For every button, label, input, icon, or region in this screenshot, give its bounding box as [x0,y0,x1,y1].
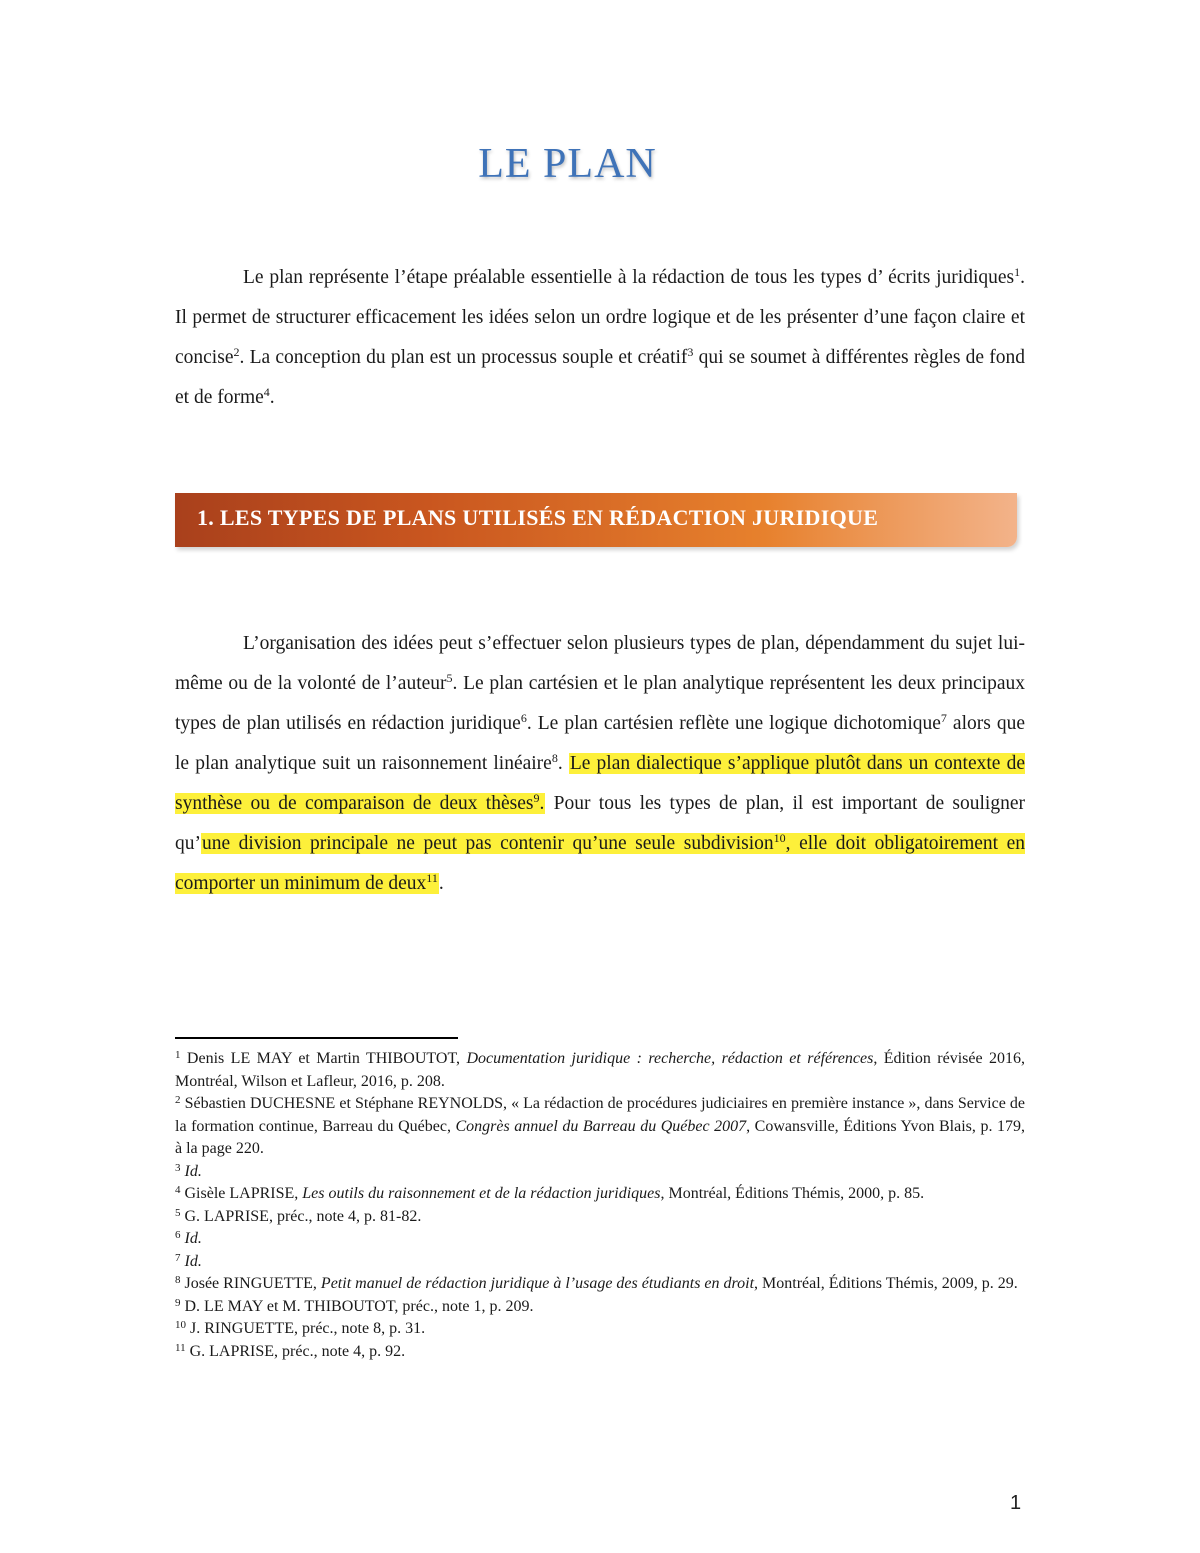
footnote-ref[interactable]: 1 [1014,265,1021,279]
body-text: alors que le plan analytique suit un raisonnement linéaire [175,713,1026,774]
body-text: . [557,753,569,774]
footnote-item [175,1161,1025,1184]
body-paragraph [175,624,1025,904]
footnote-ref[interactable]: 6 [520,711,527,725]
intro-text: . Il permet de structurer efficacement les idées selon un ordre logique et de les présenter d’une façon claire et concise [175,267,1025,368]
body-text: . Le plan cartésien et le plan analytique représentent les deux principaux types de plan utilisés en rédaction juridique [175,673,1025,734]
intro-paragraph [175,258,1025,418]
footnote-ref[interactable]: 3 [687,345,694,359]
highlighted-text-content: . [539,793,545,814]
footnote-text: , Cowansville, Éditions Yvon Blais, p. 179, à la page 220. [175,1117,1025,1157]
footnote-ref[interactable]: 4 [263,385,270,399]
footnote-number: 3 [175,1161,181,1174]
footnote-number: 5 [175,1206,181,1219]
footnote-text: Sébastien DUCHESNE et Stéphane REYNOLDS, « La rédaction de procédures judiciaires en première instance », dans Service de la formation continue, Barreau du Québec, [175,1095,1025,1135]
footnote-item [175,1251,1025,1274]
footnote-number: 1 [175,1049,181,1061]
page-number: 1 [1010,1492,1022,1514]
footnote-text: G. LAPRISE, préc., note 4, p. 81-82. [180,1207,422,1225]
footnote-text: , Édition révisée 2016, Montréal, Wilson et Lafleur, 2016, p. 208. [175,1050,1026,1090]
footnote-ref[interactable]: 10 [773,831,786,845]
footnote-text: Gisèle LAPRISE, [180,1185,303,1202]
footnote-text: , Montréal, Éditions Thémis, 2000, p. 85. [660,1185,925,1202]
footnote-text: J. RINGUETTE, préc., note 8, p. 31. [186,1320,426,1337]
footnote-ref[interactable]: 8 [551,751,558,765]
footnote-number: 4 [175,1184,181,1196]
intro-text: . [269,387,275,408]
footnote-number: 11 [175,1341,186,1354]
footnote-number: 7 [175,1251,181,1264]
footnote-item [175,1341,1025,1364]
intro-text: . La conception du plan est un processus souple et créatif [239,347,688,368]
footnote-text: D. LE MAY et M. THIBOUTOT, préc., note 1, p. 209. [180,1297,534,1315]
body-text: L’organisation des idées peut s’effectuer selon plusieurs types de plan, dépendamment du sujet lui-même ou de la volonté de l’auteur [175,633,1025,694]
footnote-ref[interactable]: 5 [446,671,453,685]
footnote-item [175,1048,1025,1093]
highlighted-text-content: une division principale ne peut pas contenir qu’une seule subdivision [202,833,774,854]
footnote-title: Les outils du raisonnement et de la rédaction juridiques [302,1185,661,1202]
highlighted-text [175,833,1025,894]
body-text: . [438,873,444,894]
footnote-item [175,1093,1025,1161]
footnote-ref[interactable]: 2 [233,345,240,359]
footnote-list [175,1048,1025,1363]
footnote-number: 6 [175,1229,181,1241]
footnote-text: Denis LE MAY et Martin THIBOUTOT, [180,1050,467,1067]
footnote-item [175,1318,1025,1341]
highlighted-text-content: Le plan dialectique s’applique plutôt dans un contexte de synthèse ou de comparaison de deux thèses [175,753,1025,814]
page-title: LE PLAN [478,141,657,187]
footnote-number: 10 [175,1319,186,1331]
footnote-number: 8 [175,1274,181,1286]
intro-text: qui se soumet à différentes règles de fond et de forme [175,347,1025,408]
footnote-title: Id. [184,1162,202,1180]
footnote-item [175,1206,1025,1229]
footnote-text: G. LAPRISE, préc., note 4, p. 92. [185,1342,406,1360]
section-heading-banner [175,493,1017,547]
footnote-number: 2 [175,1094,181,1106]
footnote-title: Congrès annuel du Barreau du Québec 2007 [455,1117,747,1135]
footnote-separator [175,1037,458,1039]
intro-text: Le plan représente l’étape préalable essentielle à la rédaction de tous les types d’ écrits juridiques [243,267,1015,288]
footnote-item [175,1183,1025,1206]
footnote-ref[interactable]: 11 [426,871,438,885]
section-heading: 1. LES TYPES DE PLANS UTILISÉS EN RÉDACTION JURIDIQUE [197,505,879,530]
footnote-item [175,1296,1025,1319]
footnote-title: Documentation juridique : recherche, rédaction et références [466,1050,874,1067]
footnote-item [175,1228,1025,1251]
highlighted-text-content: , elle doit obligatoirement en comporter un minimum de deux [175,833,1025,894]
footnote-title: Id. [184,1230,202,1247]
footnote-title: Id. [184,1252,202,1270]
footnote-item [175,1273,1025,1296]
footnote-number: 9 [175,1296,181,1309]
footnote-ref[interactable]: 7 [940,711,947,725]
body-text: . Le plan cartésien reflète une logique dichotomique [526,713,941,734]
footnote-text: Josée RINGUETTE, [180,1275,321,1292]
body-text: Pour tous les types de plan, il est important de souligner qu’ [175,793,1025,854]
footnote-ref[interactable]: 9 [533,791,540,805]
footnote-text: , Montréal, Éditions Thémis, 2009, p. 29. [754,1275,1018,1292]
footnote-title: Petit manuel de rédaction juridique à l’usage des étudiants en droit [320,1275,755,1292]
